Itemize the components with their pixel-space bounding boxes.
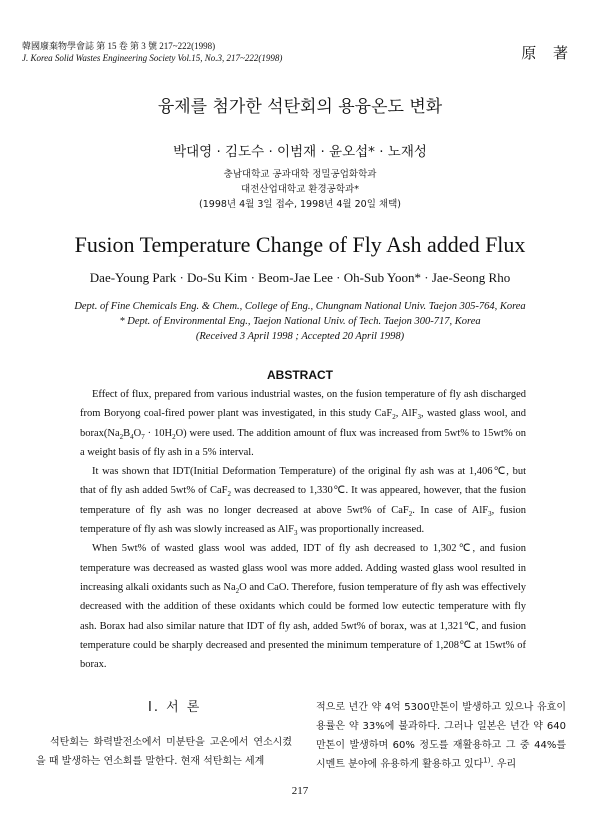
intro-right-text: 적으로 년간 약 4억 5300만톤이 발생하고 있으나 유효이용률은 약 33%에 불과하다. 그러나 일본은 년간 약 640만톤이 발생하며 60% 정도를 재활용하고 그 중 44%를 시멘트 분야에 유용하게 활용하고 있다$^{1)}$. 우리: [316, 702, 566, 770]
korean-affiliation-1: 충남대학교 공과대학 정밀공업화학과: [223, 169, 377, 180]
abstract-body: [80, 385, 526, 674]
korean-authors: 박대영 · 김도수 · 이범재 · 윤오섭* · 노재성: [173, 144, 427, 160]
abstract-heading: ABSTRACT: [267, 368, 333, 382]
korean-dates: (1998년 4월 3일 접수, 1998년 4월 20일 채택): [199, 199, 401, 210]
korean-title: 융제를 첨가한 석탄회의 용융온도 변화: [157, 97, 443, 117]
reference-marker: 1): [483, 756, 491, 765]
english-authors: Dae-Young Park · Do-Su Kim · Beom-Jae Lee · Oh-Sub Yoon* · Jae-Seong Rho: [89, 270, 511, 285]
section-heading-introduction: Ⅰ. 서 론: [148, 700, 202, 715]
english-affiliation-1: Dept. of Fine Chemicals Eng. & Chem., College of Eng., Chungnam National Univ. Taejon 305-764, Korea: [74, 301, 526, 312]
intro-left-text: 석탄회는 화력발전소에서 미분탄을 고온에서 연소시켰을 때 발생하는 연소회를 말한다. 현재 석탄회는 세계: [36, 737, 292, 767]
english-affiliation-2: * Dept. of Environmental Eng., Taejon National Univ. of Tech. Taejon 300-717, Korea: [119, 316, 481, 327]
english-dates: (Received 3 April 1998 ; Accepted 20 April 1998): [195, 331, 405, 342]
journal-line-korean: 韓國廢棄物學會誌 第 15 卷 第 3 號 217~222(1998): [22, 41, 216, 51]
korean-affiliations: [0, 167, 600, 212]
abstract-paragraph-3: When 5wt% of wasted glass wool was added, IDT of fly ash decreased to 1,302℃, and fusion temperature was decreased as wasted glass wool was more added. Adding wasted glass wool resulted in increasing alkali oxidants such as $Na_2O$ and CaO. Therefore, fusion temperature of fly ash was effectively decreased with the addition of these oxidants which could be formed low eutectic temperature with fly ash. Borax had also similar nature that IDT of fly ash, added 5wt% of borax, was at 1,321℃, and fusion temperature could be sharply decreased and presented the minimum temperature of 1,208℃ at 15wt% of borax.: [80, 543, 526, 671]
abstract-paragraph-1: Effect of flux, prepared from various industrial wastes, on the fusion temperature of fly ash discharged from Boryong coal-fired power plant was investigated, in this study CaF$_2$, AlF$_3$, wasted glass wool, and $borax(Na_2B_4O_7 \cdot 10H_2O)$ were used. The addition amount of flux was increased from 5wt% to 15wt% on a weight basis of fly ash in a 5% interval.: [80, 389, 526, 458]
journal-line-english: J. Korea Solid Wastes Engineering Society Vol.15, No.3, 217~222(1998): [22, 53, 283, 63]
intro-left-column: [36, 733, 292, 771]
abstract-paragraph-2: It was shown that IDT(Initial Deformation Temperature) of the original fly ash was at 1,406℃, but that of fly ash added 5wt% of CaF$_2$ was decreased to 1,330℃. It was appeared, however, that the fusion temperature of fly ash was no longer decreased at above 5wt% of CaF$_2$. In case of AlF$_3$, fusion temperature of fly ash was slowly increased as AlF$_3$ was proportionally increased.: [80, 466, 526, 538]
page-number: 217: [291, 785, 309, 797]
english-title: Fusion Temperature Change of Fly Ash added Flux: [74, 232, 526, 257]
korean-affiliation-2: 대전산업대학교 환경공학과*: [241, 184, 359, 195]
journal-header: [22, 40, 282, 64]
intro-right-column: [316, 698, 566, 774]
english-affiliations: [0, 299, 600, 344]
article-type-label: 原 著: [521, 44, 574, 62]
